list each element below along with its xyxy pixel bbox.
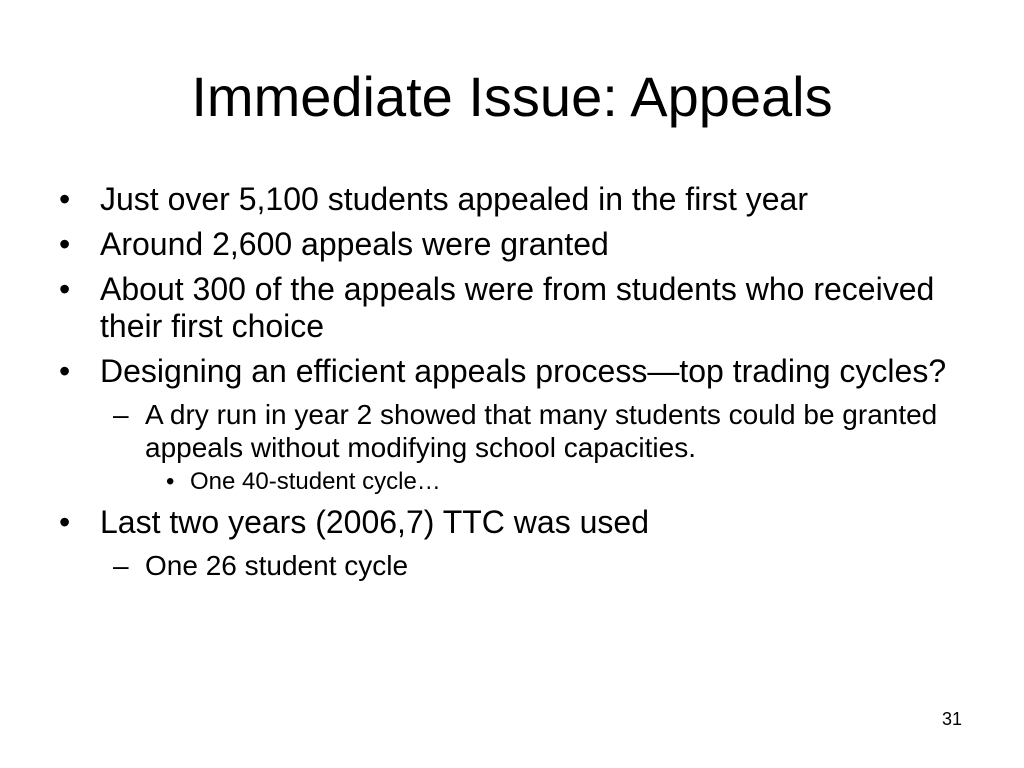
bullet-text: Around 2,600 appeals were granted (100, 226, 609, 262)
sub-bullet-text: A dry run in year 2 showed that many students could be granted appeals without modifying school capacities. (145, 399, 938, 463)
bullet-item (56, 181, 991, 218)
sub-sub-bullet-item (56, 468, 991, 496)
bullet-item (56, 226, 991, 263)
sub-sub-bullet-text: One 40-student cycle… (190, 468, 441, 495)
sub-bullet-text: One 26 student cycle (145, 550, 409, 581)
bullet-text: Designing an efficient appeals process—top trading cycles? (100, 353, 947, 389)
bullet-marker: • (59, 353, 71, 389)
bullet-marker: • (166, 468, 175, 495)
bullet-marker: • (59, 504, 71, 540)
bullet-text: Just over 5,100 students appealed in the first year (100, 181, 808, 217)
sub-bullet-item (56, 398, 991, 464)
bullet-item (56, 353, 991, 390)
bullet-text: About 300 of the appeals were from students who received their first choice (100, 271, 935, 344)
bullet-list (56, 181, 991, 586)
dash-marker: – (113, 399, 129, 430)
page-number: 31 (941, 709, 962, 729)
bullet-marker: • (59, 271, 71, 307)
slide-title: Immediate Issue: Appeals (191, 65, 833, 128)
bullet-item (56, 504, 991, 541)
bullet-marker: • (59, 181, 71, 217)
sub-bullet-item (56, 549, 991, 582)
bullet-marker: • (59, 226, 71, 262)
bullet-item (56, 271, 991, 345)
dash-marker: – (113, 550, 129, 581)
bullet-text: Last two years (2006,7) TTC was used (100, 504, 649, 540)
